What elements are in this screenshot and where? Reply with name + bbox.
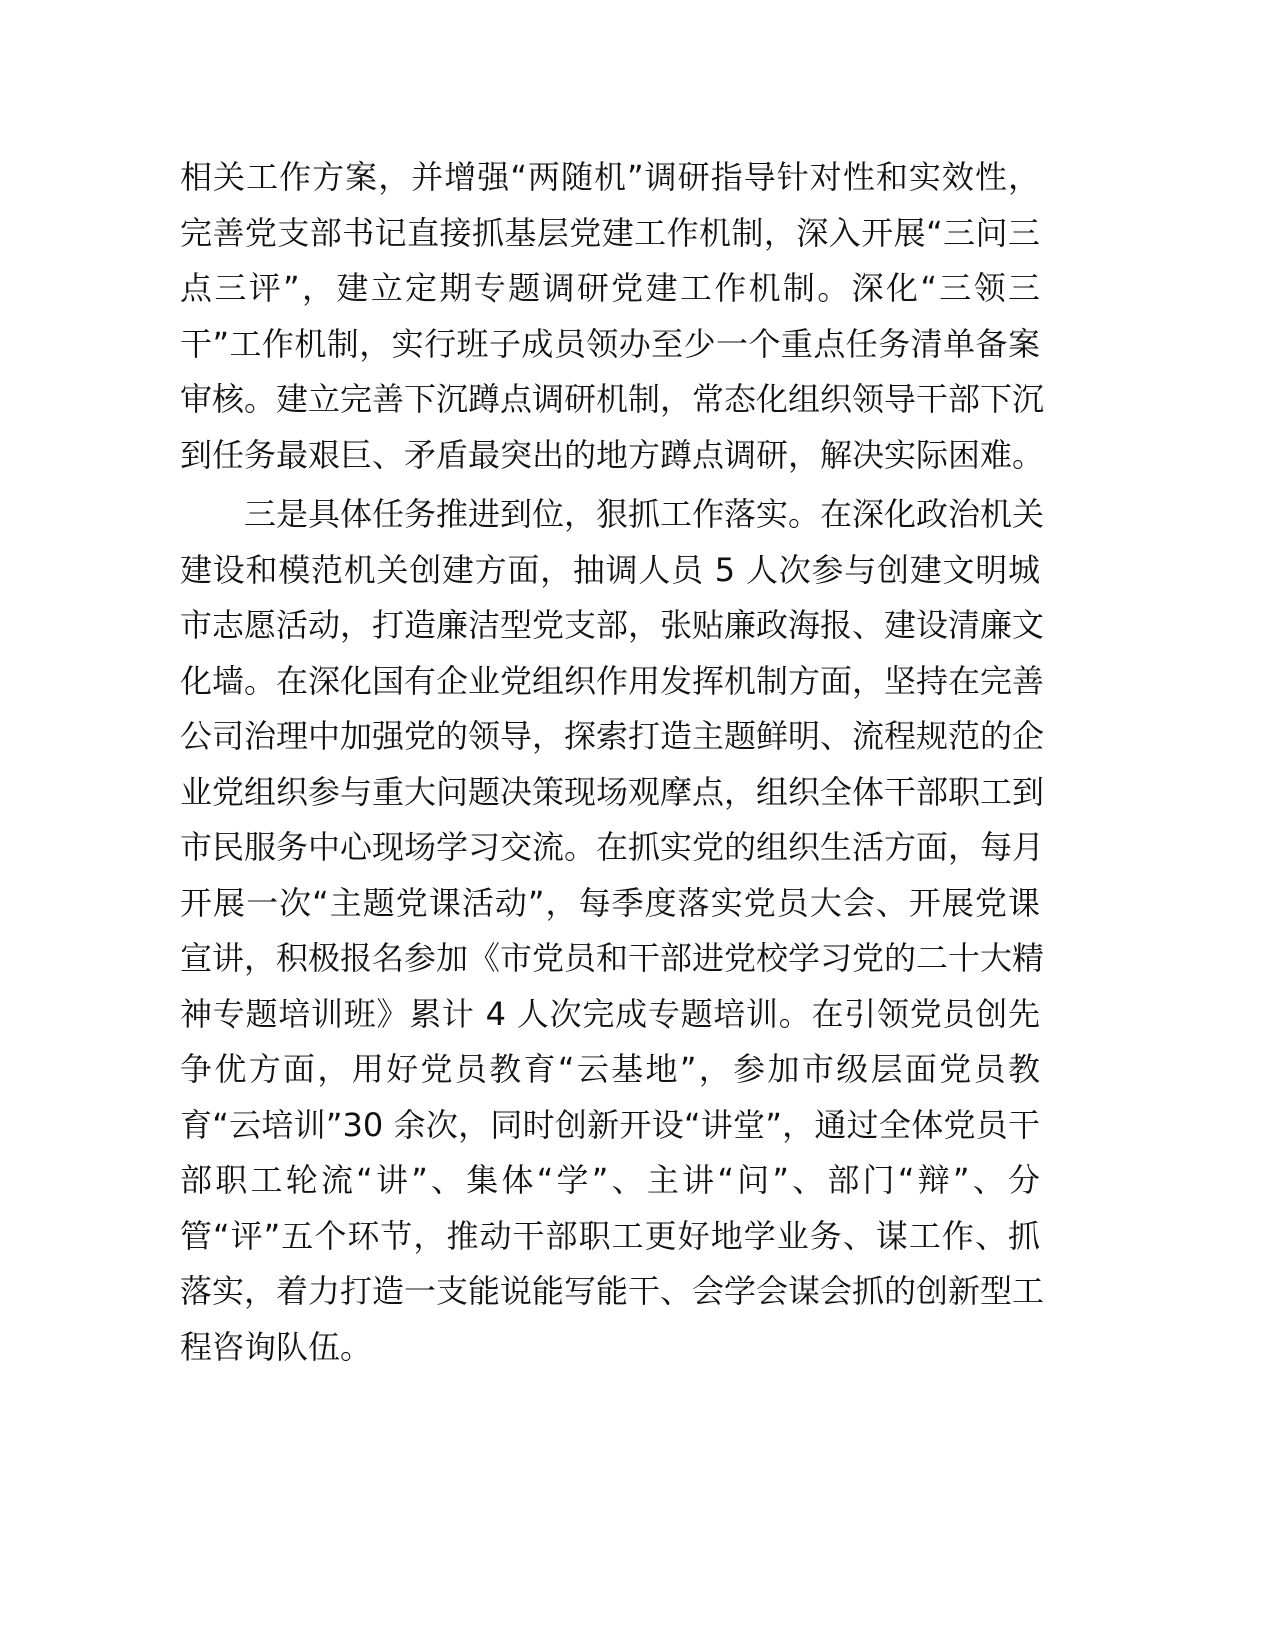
text-line: 争优方面，用好党员教育“云基地”，参加市级层面党员教 bbox=[180, 1050, 1040, 1088]
paragraph-2 bbox=[180, 487, 1045, 1375]
text-line: 相关工作方案，并增强“两随机”调研指导针对性和实效性， bbox=[180, 158, 1040, 196]
text-line: 部职工轮流“讲”、集体“学”、主讲“问”、部门“辩”、分 bbox=[180, 1161, 1040, 1199]
body-text bbox=[180, 150, 1045, 1375]
text-line: 市民服务中心现场学习交流。在抓实党的组织生活方面，每月 bbox=[180, 828, 1045, 866]
text-line: 开展一次“主题党课活动”，每季度落实党员大会、开展党课 bbox=[180, 883, 1040, 922]
text-line: 落实，着力打造一支能说能写能干、会学会谋会抓的创新型工 bbox=[180, 1272, 1045, 1310]
text-line: 业党组织参与重大问题决策现场观摩点，组织全体干部职工到 bbox=[180, 772, 1045, 811]
text-line: 三是具体任务推进到位，狠抓工作落实。在深化政治机关 bbox=[244, 495, 1045, 533]
text-line: 审核。建立完善下沉蹲点调研机制，常态化组织领导干部下沉 bbox=[180, 380, 1045, 418]
paragraph-1 bbox=[180, 150, 1045, 483]
text-line: 完善党支部书记直接抓基层党建工作机制，深入开展“三问三 bbox=[180, 213, 1040, 252]
text-line: 宣讲，积极报名参加《市党员和干部进党校学习党的二十大精 bbox=[180, 939, 1045, 977]
text-line: 管“评”五个环节，推动干部职工更好地学业务、谋工作、抓 bbox=[180, 1216, 1040, 1255]
text-line: 点三评”，建立定期专题调研党建工作机制。深化“三领三 bbox=[180, 269, 1040, 307]
text-line: 建设和模范机关创建方面，抽调人员 5 人次参与创建文明城 bbox=[180, 550, 1040, 589]
text-line: 公司治理中加强党的领导，探索打造主题鲜明、流程规范的企 bbox=[180, 717, 1045, 755]
text-line: 市志愿活动，打造廉洁型党支部，张贴廉政海报、建设清廉文 bbox=[180, 606, 1045, 644]
text-line: 育“云培训”30 余次，同时创新开设“讲堂”，通过全体党员干 bbox=[180, 1105, 1040, 1144]
text-line: 程咨询队伍。 bbox=[180, 1327, 373, 1366]
text-line: 化墙。在深化国有企业党组织作用发挥机制方面，坚持在完善 bbox=[180, 661, 1045, 700]
text-line: 干”工作机制，实行班子成员领办至少一个重点任务清单备案 bbox=[180, 324, 1040, 363]
text-line: 到任务最艰巨、矛盾最突出的地方蹲点调研，解决实际困难。 bbox=[180, 435, 1045, 474]
text-line: 神专题培训班》累计 4 人次完成专题培训。在引领党员创先 bbox=[180, 994, 1040, 1033]
